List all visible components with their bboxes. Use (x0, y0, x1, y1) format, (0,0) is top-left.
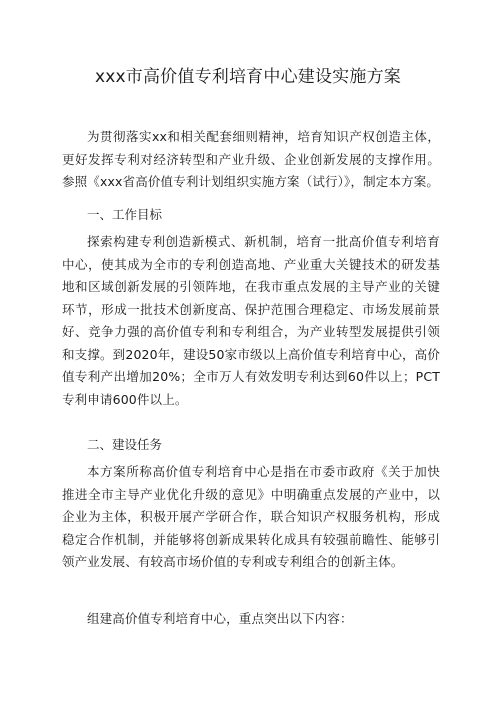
section-heading-goals: 一、工作目标 (87, 207, 163, 222)
tasks-paragraph: 本方案所称高价值专利培育中心是指在市委市政府《关于加快推进全市主导产业优化升级的意见》中明确重点发展的产业中，以企业为主体，积极开展产学研合作，联合知识产权服务机构，形成稳定合作机制，并能够将创新成果转化成具有较强前瞻性、能够引领产业发展、有较高市场价值的专利或专利组合的创新主体。 (62, 464, 440, 569)
document-title: xxx市高价值专利培育中心建设实施方案 (95, 67, 401, 87)
section-heading-tasks: 二、建设任务 (87, 437, 163, 452)
intro-paragraph: 为贯彻落实xx和相关配套细则精神，培育知识产权创造主体，更好发挥专利对经济转型和产业升级、企业创新发展的支撑作用。参照《xxx省高价值专利计划组织实施方案（试行）》，制定本方案。 (62, 129, 440, 189)
goals-paragraph: 探索构建专利创造新模式、新机制，培育一批高价值专利培育中心，使其成为全市的专利创造高地、产业重大关键技术的研发基地和区域创新发展的引领阵地，在我市重点发展的主导产业的关键环节，形成一批技术创新度高、保护范围合理稳定、市场发展前景好、竞争力强的高价值专利和专利组合，为产业转型发展提供引领和支撑。到2020年，建设50家市级以上高价值专利培育中心，高价值专利产出增加20%；全市万人有效发明专利达到60件以上；PCT专利申请600件以上。 (62, 234, 440, 407)
tasks-followup-paragraph: 组建高价值专利培育中心，重点突出以下内容： (87, 611, 353, 626)
